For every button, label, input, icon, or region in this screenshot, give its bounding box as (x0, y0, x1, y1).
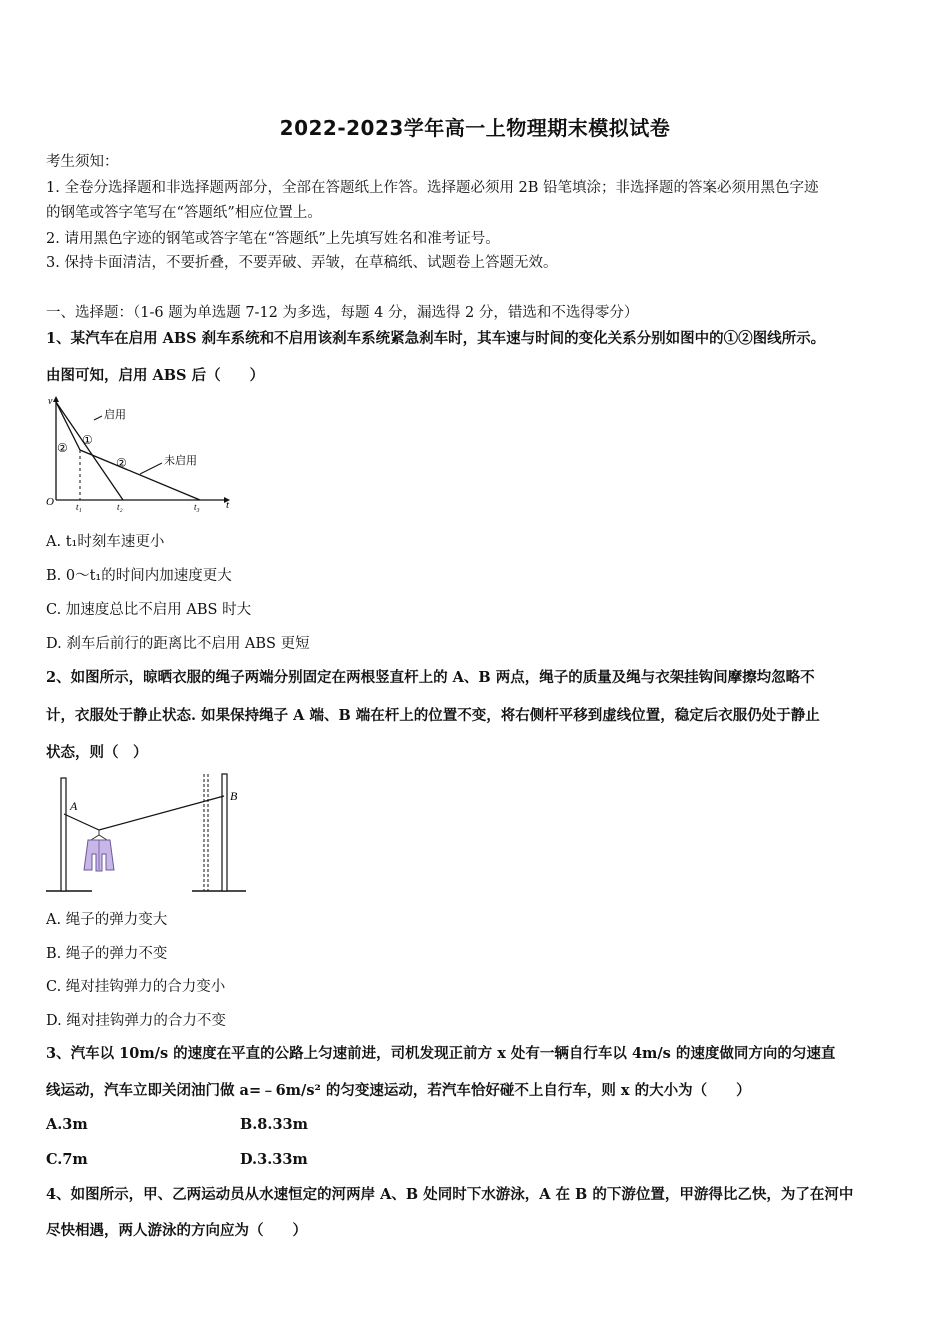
q3-option-d: D.3.33m (240, 1151, 308, 1168)
notice-item-1: 1. 全卷分选择题和非选择题两部分，全部在答题纸上作答。选择题必须用 2B 铅笔填涂；非选择题的答案必须用黑色字迹 (46, 180, 819, 196)
notice-item-2: 2. 请用黑色字迹的钢笔或答字笔在“答题纸”上先填写姓名和准考证号。 (46, 231, 500, 247)
q2-option-b: B. 绳子的弹力不变 (46, 946, 168, 962)
enabled-leader (94, 416, 102, 420)
point-b-label: B (230, 789, 238, 803)
enabled-label: 启用 (104, 408, 126, 421)
v-axis-arrow (53, 396, 59, 402)
q2-option-d: D. 绳对挂钩弹力的合力不变 (46, 1013, 226, 1029)
notice-item-1-cont: 的钢笔或答字笔写在“答题纸”相应位置上。 (46, 205, 322, 221)
q2-option-c: C. 绳对挂钩弹力的合力变小 (46, 979, 226, 995)
curve-2-marker-right: ② (116, 456, 127, 470)
q1-option-d: D. 刹车后前行的距离比不启用 ABS 更短 (46, 636, 310, 652)
q1-option-c: C. 加速度总比不启用 ABS 时大 (46, 602, 252, 618)
curve-1-marker: ① (82, 433, 93, 447)
q3-option-a: A.3m (46, 1116, 88, 1133)
q2-stem-line3: 状态，则（ ） (46, 744, 148, 761)
q2-clothesline-figure (44, 770, 250, 896)
q1-stem-line1: 1、某汽车在启用 ABS 刹车系统和不启用该刹车系统紧急刹车时，其车速与时间的变化关系分别如图中的①②图线所示。 (46, 330, 826, 347)
right-pole (222, 774, 227, 891)
q1-vt-graph (44, 392, 234, 514)
q2-stem-line1: 2、如图所示，晾晒衣服的绳子两端分别固定在两根竖直杆上的 A、B 两点，绳子的质量及绳与衣架挂钩间摩擦均忽略不 (46, 669, 815, 686)
q3-option-b: B.8.33m (240, 1116, 308, 1133)
origin-label: O (46, 496, 54, 508)
q4-stem-line1: 4、如图所示，甲、乙两运动员从水速恒定的河两岸 A、B 处同时下水游泳，A 在 B 的下游位置，甲游得比乙快，为了在河中 (46, 1186, 854, 1203)
disabled-leader (140, 463, 162, 474)
q3-stem-line1: 3、汽车以 10m/s 的速度在平直的公路上匀速前进，司机发现正前方 x 处有一辆自行车以 4m/s 的速度做同方向的匀速直 (46, 1045, 836, 1062)
q2-stem-line2: 计，衣服处于静止状态. 如果保持绳子 A 端、B 端在杆上的位置不变，将右侧杆平移到虚线位置，稳定后衣服仍处于静止 (46, 707, 820, 724)
curve-2-marker-left: ② (57, 441, 68, 455)
v-label: v (48, 396, 53, 407)
section-heading: 一、选择题：（1-6 题为单选题 7-12 为多选，每题 4 分，漏选得 2 分，错选和不选得零分） (46, 305, 639, 321)
notice-heading: 考生须知： (46, 154, 119, 170)
q4-stem-line2: 尽快相遇，两人游泳的方向应为（ ） (46, 1222, 307, 1239)
q3-option-c: C.7m (46, 1151, 88, 1168)
notice-item-3: 3. 保持卡面清洁，不要折叠，不要弄破、弄皱，在草稿纸、试题卷上答题无效。 (46, 255, 558, 271)
t-label: t (226, 499, 230, 511)
t2-label: t₂ (117, 502, 123, 512)
t3-label: t₃ (194, 502, 200, 512)
q2-option-a: A. 绳子的弹力变大 (46, 912, 168, 928)
disabled-label: 未启用 (164, 454, 197, 467)
q1-option-a: A. t₁时刻车速更小 (46, 534, 165, 550)
q1-option-b: B. 0～t₁的时间内加速度更大 (46, 568, 232, 584)
point-a-label: A (70, 799, 78, 813)
q1-stem-line2: 由图可知，启用 ABS 后（ ） (46, 367, 265, 384)
hanger-hook (91, 830, 107, 840)
rope (64, 796, 224, 830)
q3-stem-line2: 线运动，汽车立即关闭油门做 a=﹣6m/s² 的匀变速运动，若汽车恰好碰不上自行车，则 x 的大小为（ ） (46, 1082, 751, 1099)
t1-label: t₁ (76, 502, 82, 512)
page-title: 2022-2023学年高一上物理期末模拟试卷 (279, 116, 671, 140)
left-pole (61, 778, 66, 891)
